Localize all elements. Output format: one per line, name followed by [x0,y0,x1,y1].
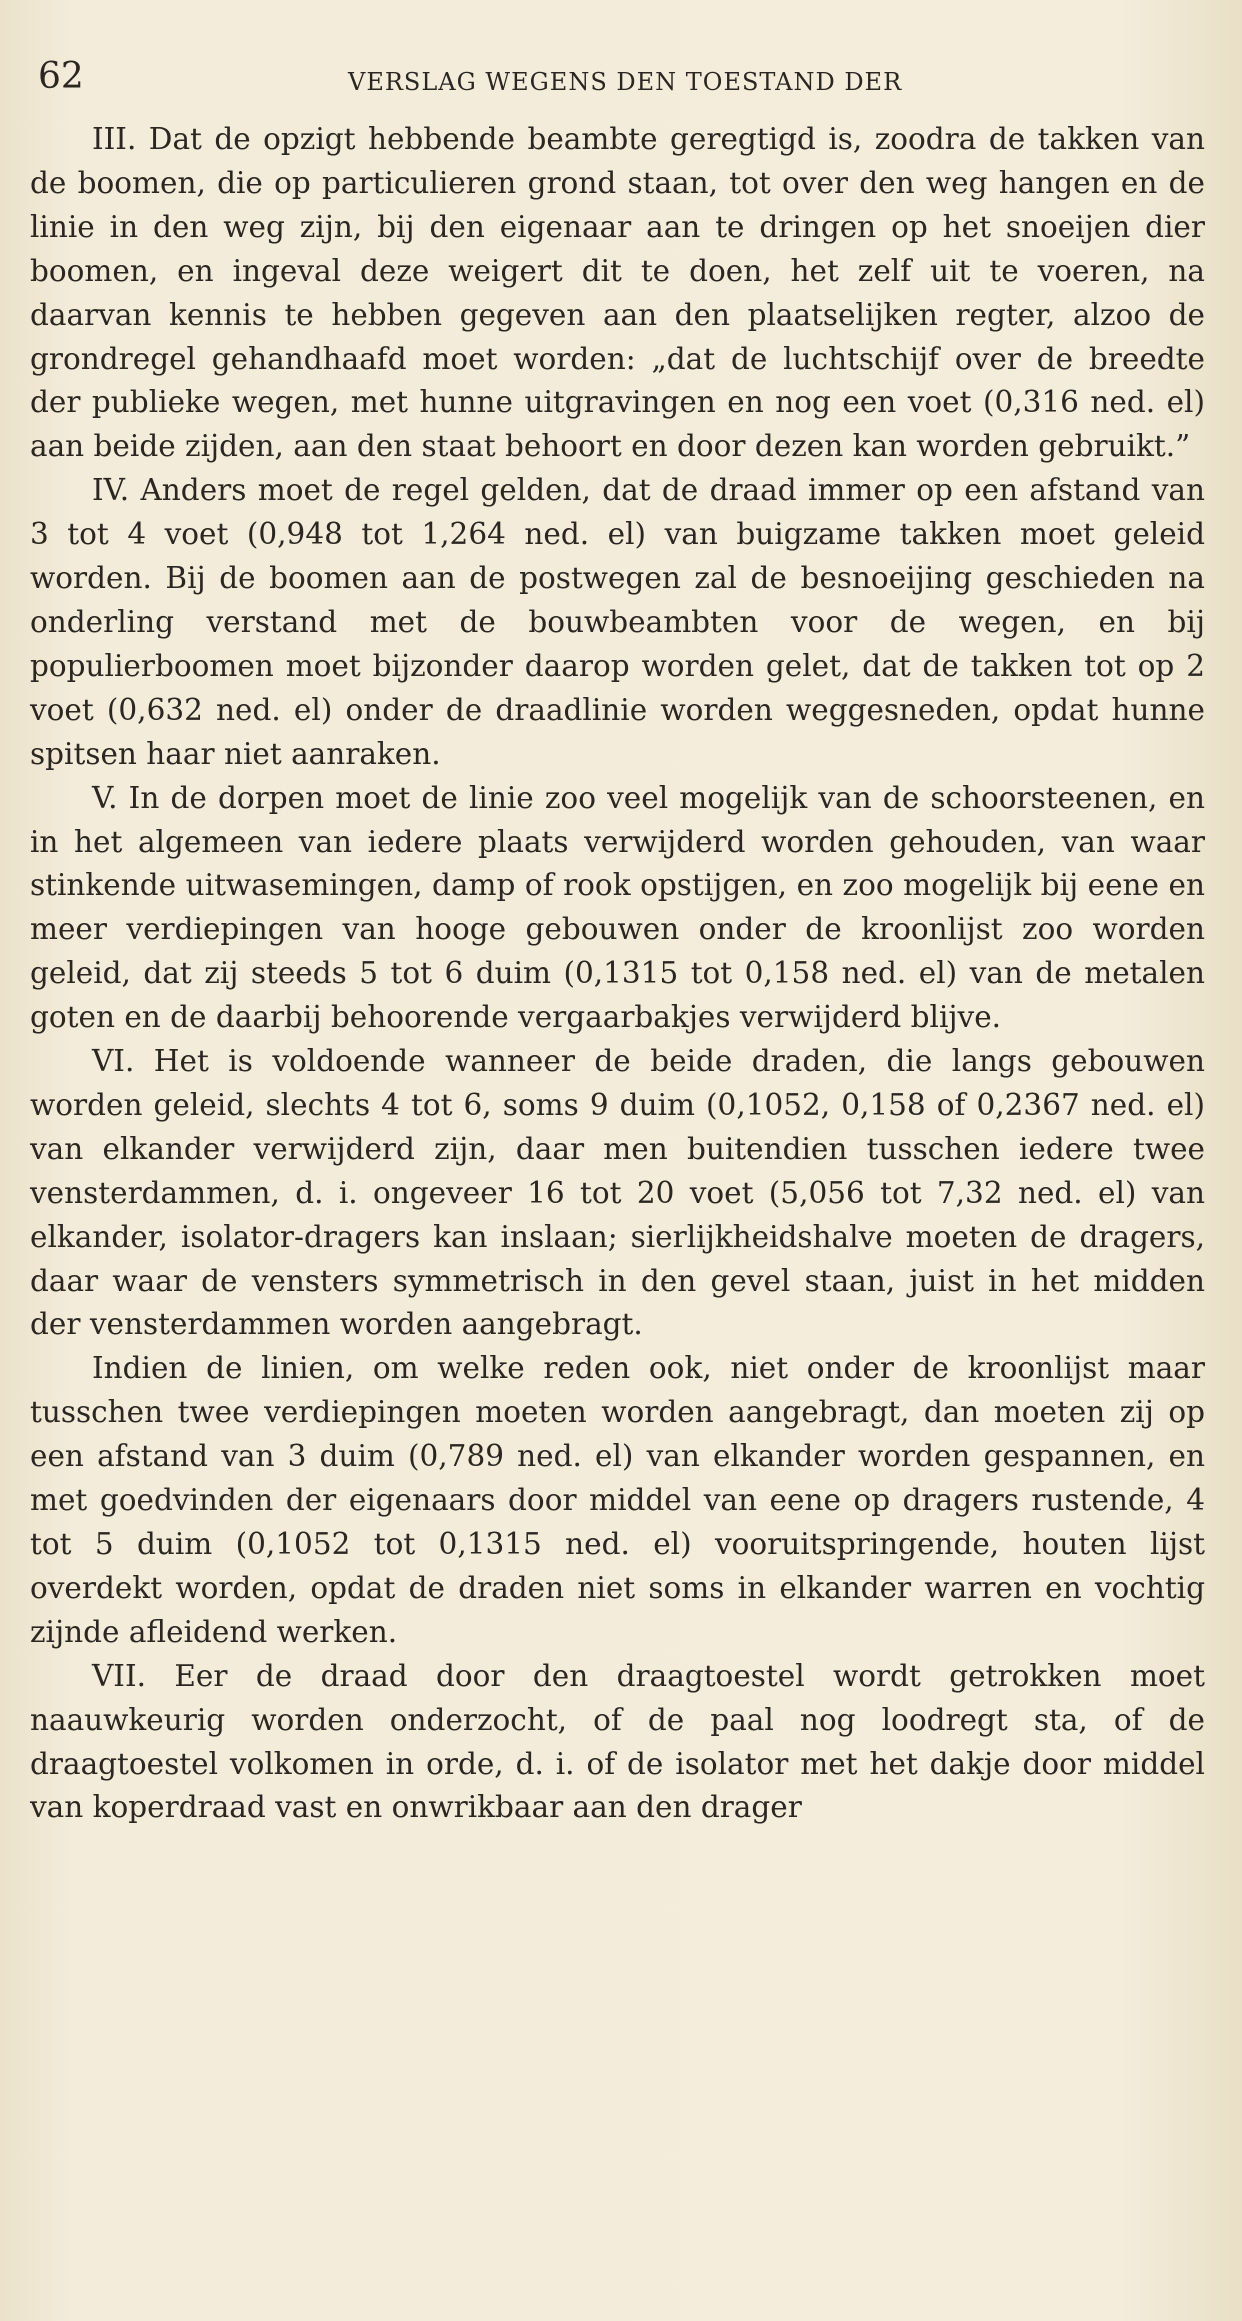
page-header [38,56,1218,116]
running-head: VERSLAG WEGENS DEN TOESTAND DER [348,68,903,96]
paragraph-v: V. In de dorpen moet de linie zoo veel mogelijk van de schoorsteenen, en in het algemeen van iedere plaats verwijderd worden gehouden, van waar stinkende uitwasemingen, damp of rook opstijgen, en zoo mogelijk bij eene en meer verdiepingen van hooge gebouwen onder de kroonlijst zoo worden geleid, dat zij steeds 5 tot 6 duim (0,1315 tot 0,158 ned. el) van de metalen goten en de daarbij behoorende vergaarbakjes verwijderd blijve. [30,780,1205,1035]
paragraph-vii: VII. Eer de draad door den draagtoestel wordt getrokken moet naauwkeurig worden onderzocht, of de paal nog loodregt sta, of de draagtoestel volkomen in orde, d. i. of de isolator met het dakje door middel van koperdraad vast en onwrikbaar aan den drager [30,1658,1205,1825]
paragraph-iv: IV. Anders moet de regel gelden, dat de draad immer op een afstand van 3 tot 4 voet (0,948 tot 1,264 ned. el) van buigzame takken moet geleid worden. Bij de boomen aan de postwegen zal de besnoeijing geschieden na onderling verstand met de bouwbeambten voor de wegen, en bij populierboomen moet bijzonder daarop worden gelet, dat de takken tot op 2 voet (0,632 ned. el) onder de draadlinie worden weggesneden, opdat hunne spitsen haar niet aanraken. [30,473,1205,771]
paragraph-iii: III. Dat de opzigt hebbende beambte geregtigd is, zoodra de takken van de boomen, die op particulieren grond staan, tot over den weg hangen en de linie in den weg zijn, bij den eigenaar aan te dringen op het snoeijen dier boomen, en ingeval deze weigert dit te doen, het zelf uit te voeren, na daarvan kennis te hebben gegeven aan den plaatselijken regter, alzoo de grondregel gehandhaafd moet worden: „dat de luchtschijf over de breedte der publieke wegen, met hunne uitgravingen en nog een voet (0,316 ned. el) aan beide zijden, aan den staat behoort en door dezen kan worden gebruikt.” [30,122,1205,464]
body-text [30,118,1205,1830]
paragraph-vi: VI. Het is voldoende wanneer de beide draden, die langs gebouwen worden geleid, slechts 4 tot 6, soms 9 duim (0,1052, 0,158 of 0,2367 ned. el) van elkander verwijderd zijn, daar men buitendien tusschen iedere twee vensterdammen, d. i. ongeveer 16 tot 20 voet (5,056 tot 7,32 ned. el) van elkander, isolator-dragers kan inslaan; sierlijkheidshalve moeten de dragers, daar waar de vensters symmetrisch in den gevel staan, juist in het midden der vensterdammen worden aangebragt. [30,1044,1205,1342]
paragraph-vi-continued: Indien de linien, om welke reden ook, niet onder de kroonlijst maar tusschen twee verdiepingen moeten worden aangebragt, dan moeten zij op een afstand van 3 duim (0,789 ned. el) van elkander worden gespannen, en met goedvinden der eigenaars door middel van eene op dragers rustende, 4 tot 5 duim (0,1052 tot 0,1315 ned. el) vooruitspringende, houten lijst overdekt worden, opdat de draden niet soms in elkander warren en vochtig zijnde afleidend werken. [30,1351,1205,1649]
page-number: 62 [38,56,84,97]
